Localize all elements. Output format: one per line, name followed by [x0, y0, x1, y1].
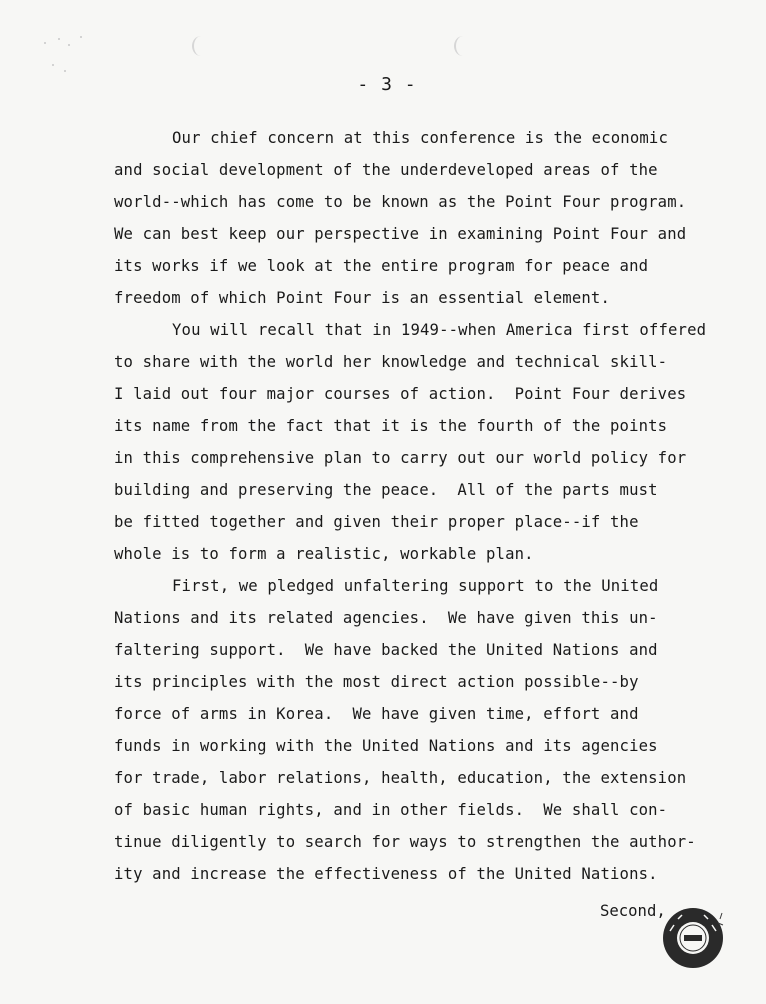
text-line: funds in working with the United Nations and its agencies — [114, 737, 658, 755]
text-line: We can best keep our perspective in examining Point Four and — [114, 225, 687, 243]
text-line: I laid out four major courses of action. Point Four derives — [114, 385, 687, 403]
paper-specks — [40, 30, 100, 80]
text-line: in this comprehensive plan to carry out our world policy for — [114, 449, 687, 467]
text-line: to share with the world her knowledge and technical skill- — [114, 353, 668, 371]
punch-hole-mark — [454, 36, 472, 56]
text-line: building and preserving the peace. All of the parts must — [114, 481, 658, 499]
text-line: freedom of which Point Four is an essential element. — [114, 289, 610, 307]
page-number: - 3 - — [357, 74, 417, 95]
library-stamp-icon — [660, 905, 726, 971]
text-line: Nations and its related agencies. We have given this un- — [114, 609, 658, 627]
body-text — [114, 122, 714, 890]
text-line: its name from the fact that it is the fourth of the points — [114, 417, 668, 435]
text-line: be fitted together and given their proper place--if the — [114, 513, 639, 531]
text-line: of basic human rights, and in other fields. We shall con- — [114, 801, 668, 819]
text-line: You will recall that in 1949--when America first offered — [172, 321, 707, 339]
text-line: tinue diligently to search for ways to strengthen the author- — [114, 833, 696, 851]
text-line: whole is to form a realistic, workable plan. — [114, 545, 534, 563]
text-line: world--which has come to be known as the Point Four program. — [114, 193, 687, 211]
text-line: ity and increase the effectiveness of the United Nations. — [114, 865, 658, 883]
punch-hole-mark — [192, 36, 210, 56]
text-line: for trade, labor relations, health, education, the extension — [114, 769, 687, 787]
text-line: faltering support. We have backed the United Nations and — [114, 641, 658, 659]
text-line: its works if we look at the entire program for peace and — [114, 257, 649, 275]
text-line: and social development of the underdeveloped areas of the — [114, 161, 658, 179]
text-line: First, we pledged unfaltering support to the United — [172, 577, 659, 595]
text-line: force of arms in Korea. We have given time, effort and — [114, 705, 639, 723]
text-line: Our chief concern at this conference is the economic — [172, 129, 668, 147]
text-line: its principles with the most direct action possible--by — [114, 673, 639, 691]
continuation-word: Second, — [600, 902, 666, 920]
